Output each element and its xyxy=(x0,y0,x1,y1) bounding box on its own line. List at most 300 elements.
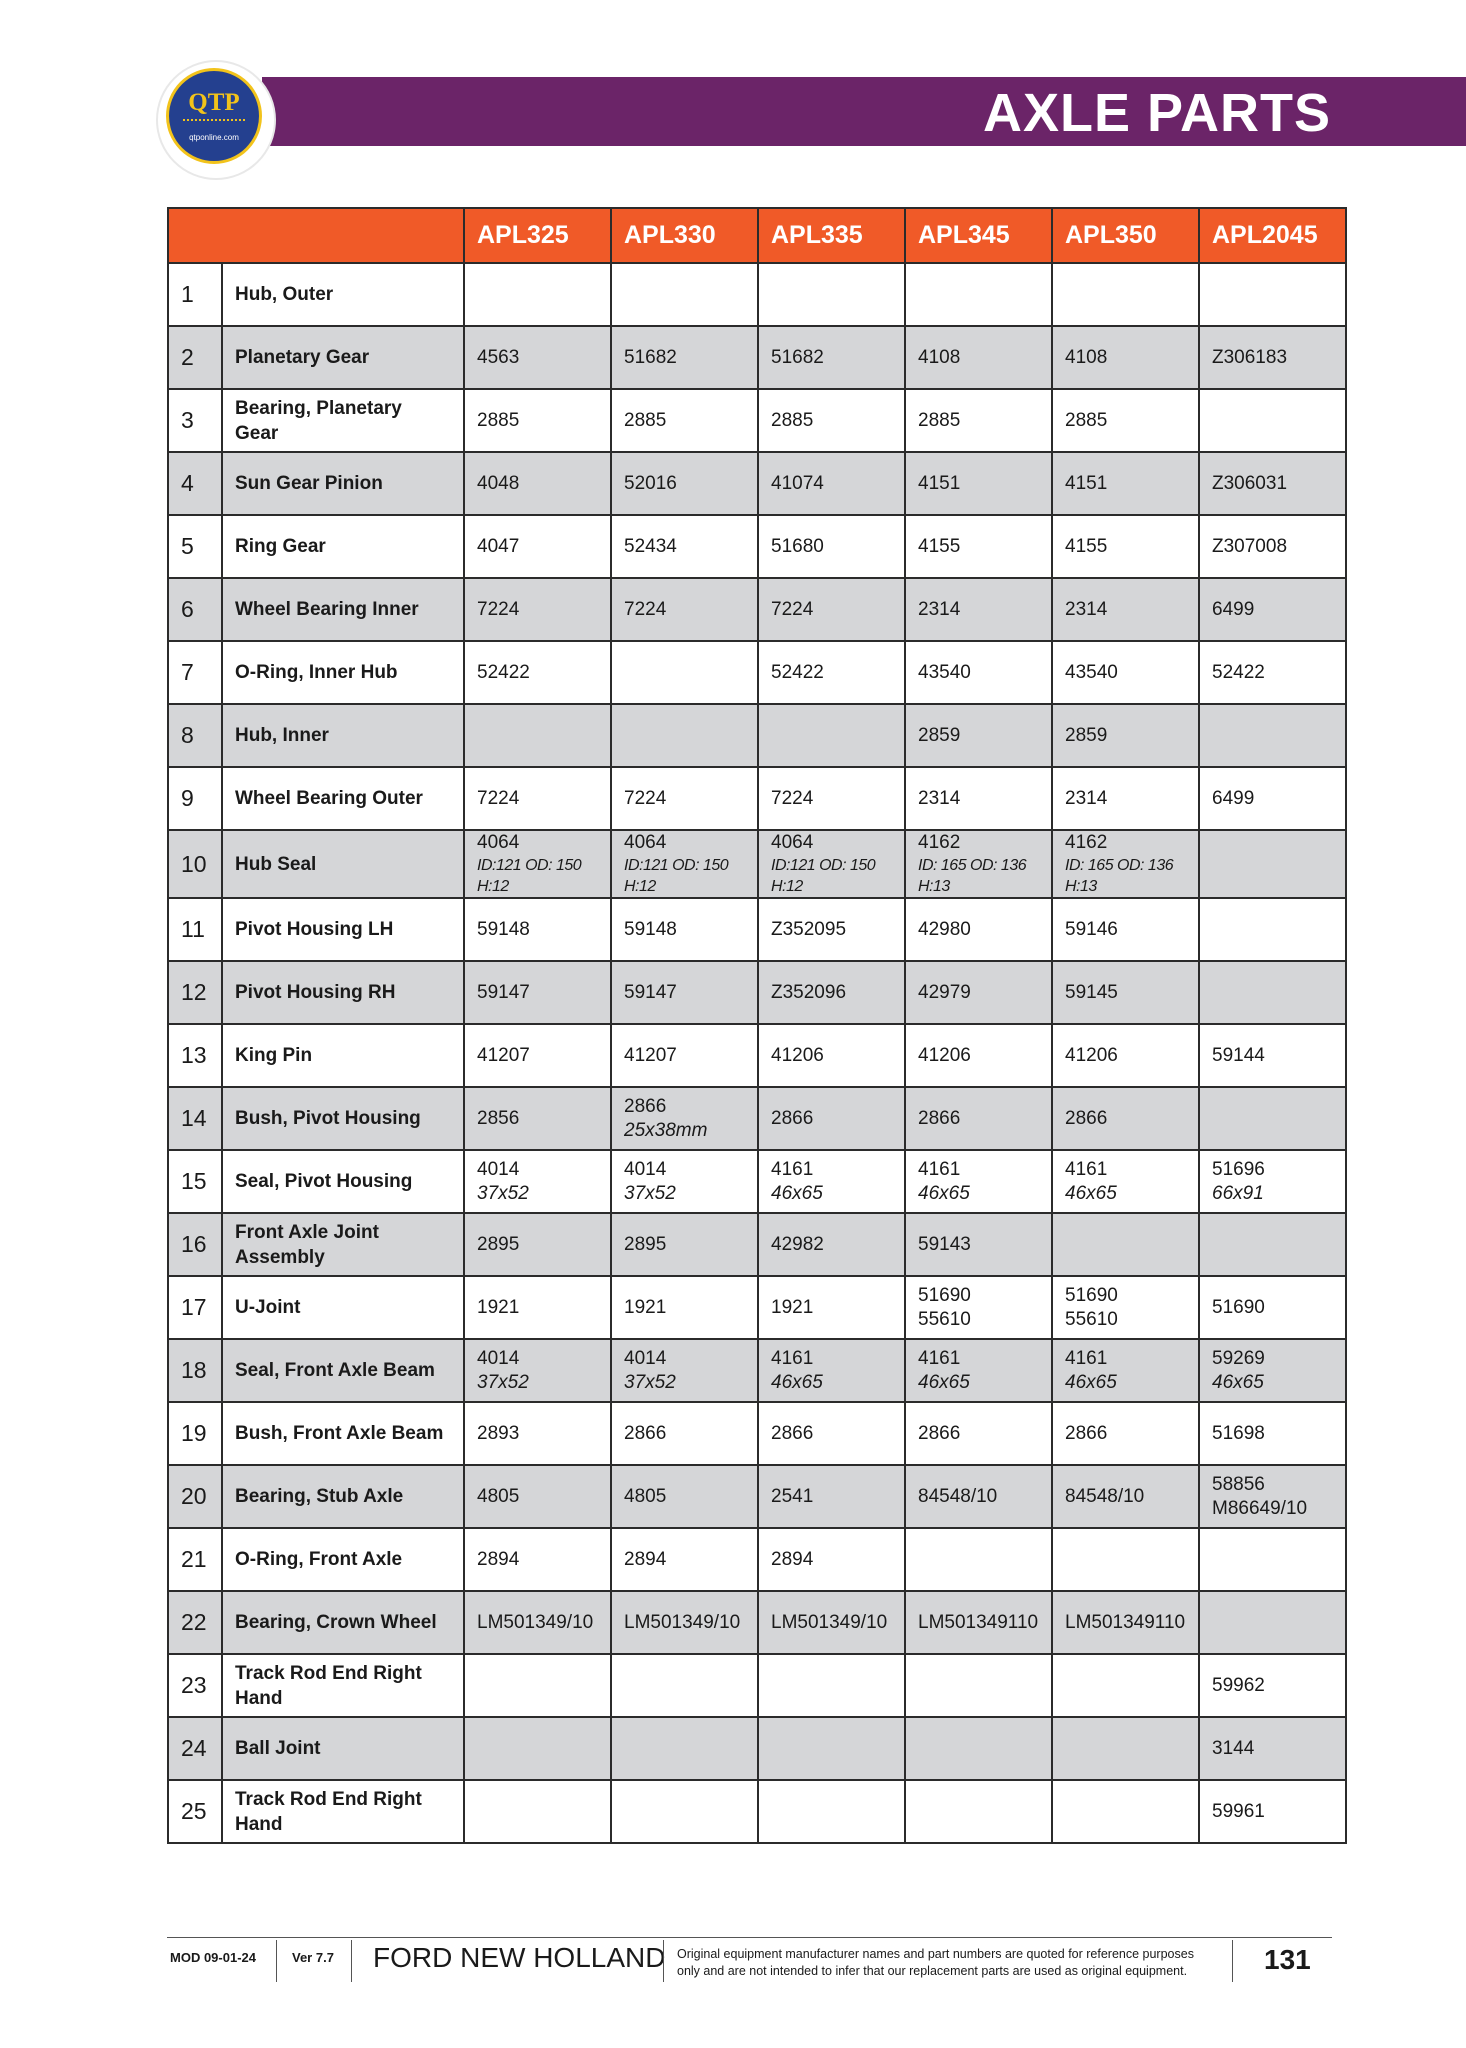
part-number: 4805 xyxy=(624,1485,667,1507)
part-number-cell xyxy=(611,326,758,389)
part-number: Z352095 xyxy=(771,918,847,940)
column-header: APL330 xyxy=(611,208,758,263)
row-number: 21 xyxy=(168,1528,222,1591)
description-line: Planetary Gear xyxy=(235,347,370,368)
part-number-cell xyxy=(611,1591,758,1654)
part-number: 51690 xyxy=(1212,1296,1265,1318)
part-description xyxy=(222,326,464,389)
part-number-cell xyxy=(905,578,1052,641)
description-line: Bush, Pivot Housing xyxy=(235,1108,421,1129)
row-number: 3 xyxy=(168,389,222,452)
part-dimension-note: 46x65 xyxy=(918,1182,970,1204)
part-number-cell xyxy=(1199,830,1346,898)
part-number: 51690 xyxy=(918,1284,971,1306)
part-number-cell xyxy=(758,1591,905,1654)
part-number-cell xyxy=(1199,1717,1346,1780)
part-number: 7224 xyxy=(477,787,520,809)
part-number: LM501349110 xyxy=(918,1611,1039,1633)
part-number-cell xyxy=(1199,326,1346,389)
part-number-cell xyxy=(464,1465,611,1528)
part-number-cell xyxy=(758,515,905,578)
part-number-cell xyxy=(464,1528,611,1591)
part-number: 52422 xyxy=(477,661,530,683)
part-number: 59144 xyxy=(1212,1044,1265,1066)
part-number-cell xyxy=(464,1087,611,1150)
description-line: Assembly xyxy=(235,1246,325,1268)
part-number-cell xyxy=(1199,1528,1346,1591)
part-description xyxy=(222,1276,464,1339)
part-number-cell xyxy=(1199,767,1346,830)
part-number-cell xyxy=(758,452,905,515)
part-number: 41206 xyxy=(771,1044,824,1066)
part-number: 59961 xyxy=(1212,1800,1265,1822)
row-number: 5 xyxy=(168,515,222,578)
part-number-cell xyxy=(1052,1528,1199,1591)
part-dimension-note: 46x65 xyxy=(771,1371,823,1393)
table-row xyxy=(168,263,1346,326)
part-number-cell xyxy=(611,452,758,515)
part-number-cell xyxy=(758,1150,905,1213)
part-number-cell xyxy=(464,1150,611,1213)
part-number: 1921 xyxy=(477,1296,520,1318)
part-number: 4805 xyxy=(477,1485,520,1507)
part-number-cell xyxy=(758,263,905,326)
column-header: APL325 xyxy=(464,208,611,263)
table-row xyxy=(168,1528,1346,1591)
part-description xyxy=(222,1654,464,1717)
part-number-cell xyxy=(464,1402,611,1465)
part-number-cell xyxy=(758,767,905,830)
part-number: 4108 xyxy=(1065,346,1108,368)
part-number: 51682 xyxy=(624,346,677,368)
part-number-cell xyxy=(905,1276,1052,1339)
part-number-cell xyxy=(464,961,611,1024)
description-line: Ball Joint xyxy=(235,1738,321,1759)
part-number-cell xyxy=(1052,1024,1199,1087)
part-number-cell xyxy=(905,1717,1052,1780)
part-number: 4014 xyxy=(624,1347,667,1369)
part-number: 2866 xyxy=(918,1107,961,1129)
table-row xyxy=(168,898,1346,961)
table-row xyxy=(168,704,1346,767)
part-dimension-note: H:12 xyxy=(771,878,803,895)
disclaimer-line: only and are not intended to infer that our replacement parts are used as original equipment. xyxy=(677,1964,1188,1978)
part-dimension-note: ID:121 OD: 150 xyxy=(771,857,876,874)
part-number-cell xyxy=(758,1339,905,1402)
part-dimension-note: 37x52 xyxy=(477,1371,529,1393)
footer-divider xyxy=(1232,1940,1233,1982)
part-number-cell xyxy=(1199,704,1346,767)
part-number: Z306031 xyxy=(1212,472,1288,494)
part-number-cell xyxy=(905,1780,1052,1843)
part-description xyxy=(222,1213,464,1276)
part-number-cell xyxy=(464,1591,611,1654)
part-number-cell xyxy=(464,1024,611,1087)
description-line: Seal, Pivot Housing xyxy=(235,1171,413,1192)
part-number-cell xyxy=(464,1654,611,1717)
table-row xyxy=(168,1276,1346,1339)
part-number: 51690 xyxy=(1065,1284,1118,1306)
part-number-cell xyxy=(905,830,1052,898)
part-number-cell xyxy=(1052,1213,1199,1276)
table-row xyxy=(168,1654,1346,1717)
part-number-cell xyxy=(611,578,758,641)
part-number-cell xyxy=(905,1528,1052,1591)
part-dimension-note: H:12 xyxy=(477,878,509,895)
description-line: Hand xyxy=(235,1813,283,1835)
part-number-cell xyxy=(464,898,611,961)
column-header: APL2045 xyxy=(1199,208,1346,263)
part-number-cell xyxy=(464,1276,611,1339)
part-number-cell xyxy=(1199,263,1346,326)
part-number-cell xyxy=(758,830,905,898)
part-number-cell xyxy=(905,326,1052,389)
part-number: Z306183 xyxy=(1212,346,1288,368)
table-header-row xyxy=(168,208,1346,263)
row-number: 14 xyxy=(168,1087,222,1150)
row-number: 4 xyxy=(168,452,222,515)
part-number: 4161 xyxy=(918,1347,961,1369)
part-number: 4155 xyxy=(918,535,961,557)
part-number: 2866 xyxy=(918,1422,961,1444)
row-number: 19 xyxy=(168,1402,222,1465)
part-number-cell xyxy=(464,515,611,578)
part-number: 41206 xyxy=(1065,1044,1118,1066)
part-number-cell xyxy=(1052,1717,1199,1780)
row-number: 1 xyxy=(168,263,222,326)
part-number: 7224 xyxy=(624,787,667,809)
part-number-cell xyxy=(758,1087,905,1150)
part-number: 4161 xyxy=(918,1158,961,1180)
row-number: 6 xyxy=(168,578,222,641)
part-number: 2866 xyxy=(1065,1107,1108,1129)
part-number-cell xyxy=(1199,452,1346,515)
part-number-cell xyxy=(611,641,758,704)
part-number-cell xyxy=(1052,578,1199,641)
part-number-cell xyxy=(1199,898,1346,961)
part-dimension-note: 46x65 xyxy=(771,1182,823,1204)
row-number: 7 xyxy=(168,641,222,704)
part-number-cell xyxy=(1052,898,1199,961)
part-number: 59148 xyxy=(624,918,677,940)
part-number-cell xyxy=(1052,1465,1199,1528)
part-number-cell xyxy=(1052,452,1199,515)
part-number-cell xyxy=(464,641,611,704)
part-number-cell xyxy=(758,1654,905,1717)
part-number-cell xyxy=(611,263,758,326)
part-number: 2895 xyxy=(477,1233,520,1255)
logo-dots-decoration xyxy=(183,119,245,125)
part-number-cell xyxy=(1052,1276,1199,1339)
description-line: U-Joint xyxy=(235,1297,301,1318)
part-dimension-note: 46x65 xyxy=(1212,1371,1264,1393)
description-line: Wheel Bearing Inner xyxy=(235,599,419,620)
footer-rule xyxy=(167,1937,1332,1938)
part-number-cell xyxy=(1052,830,1199,898)
row-number: 8 xyxy=(168,704,222,767)
part-description xyxy=(222,1591,464,1654)
part-number: 59145 xyxy=(1065,981,1118,1003)
table-row xyxy=(168,830,1346,898)
table-row xyxy=(168,515,1346,578)
part-number: 59269 xyxy=(1212,1347,1265,1369)
part-number-cell xyxy=(905,641,1052,704)
part-number: 2894 xyxy=(477,1548,520,1570)
row-number: 10 xyxy=(168,830,222,898)
part-number-cell xyxy=(464,830,611,898)
part-description xyxy=(222,263,464,326)
part-number: 4162 xyxy=(918,832,961,853)
part-number-cell xyxy=(1199,1654,1346,1717)
description-line: Seal, Front Axle Beam xyxy=(235,1360,435,1381)
part-number-cell xyxy=(905,1213,1052,1276)
part-number-cell xyxy=(758,1402,905,1465)
part-number-cell xyxy=(611,1528,758,1591)
row-number: 16 xyxy=(168,1213,222,1276)
part-number-cell xyxy=(1052,389,1199,452)
description-line: Ring Gear xyxy=(235,536,326,557)
part-number: 59143 xyxy=(918,1233,971,1255)
part-number-cell xyxy=(611,1087,758,1150)
part-number: 4563 xyxy=(477,346,520,368)
part-number: 4162 xyxy=(1065,832,1108,853)
part-number: Z352096 xyxy=(771,981,847,1003)
part-description xyxy=(222,1528,464,1591)
part-number-cell xyxy=(464,767,611,830)
description-line: King Pin xyxy=(235,1045,313,1066)
part-number-cell xyxy=(464,1717,611,1780)
part-dimension-note: 66x91 xyxy=(1212,1182,1264,1204)
table-row xyxy=(168,1591,1346,1654)
part-number: 55610 xyxy=(1065,1308,1118,1330)
part-number-cell xyxy=(905,1024,1052,1087)
description-line: Front Axle Joint xyxy=(235,1221,379,1243)
part-number: 4014 xyxy=(477,1158,520,1180)
part-number: 59962 xyxy=(1212,1674,1265,1696)
part-number: 41207 xyxy=(477,1044,530,1066)
description-line: Hub, Inner xyxy=(235,725,329,746)
part-number-cell xyxy=(464,1780,611,1843)
part-number: 52434 xyxy=(624,535,677,557)
part-description xyxy=(222,452,464,515)
part-number: 2314 xyxy=(1065,787,1108,809)
part-description xyxy=(222,641,464,704)
part-number: 51696 xyxy=(1212,1158,1265,1180)
column-header: APL345 xyxy=(905,208,1052,263)
footer-divider xyxy=(663,1940,664,1982)
table-body xyxy=(168,263,1346,1843)
table-row xyxy=(168,1024,1346,1087)
part-description xyxy=(222,1717,464,1780)
footer-divider xyxy=(351,1940,352,1982)
part-number-cell xyxy=(611,1717,758,1780)
part-dimension-note: ID: 165 OD: 136 xyxy=(1065,857,1174,874)
page-number: 131 xyxy=(1264,1944,1311,1975)
part-number-cell xyxy=(611,1654,758,1717)
part-dimension-note: H:12 xyxy=(624,878,656,895)
part-number-cell xyxy=(1052,1591,1199,1654)
qtp-logo xyxy=(166,68,262,164)
part-number: 42982 xyxy=(771,1233,824,1255)
part-number-cell xyxy=(905,452,1052,515)
row-number: 11 xyxy=(168,898,222,961)
part-number-cell xyxy=(1199,515,1346,578)
row-number: 17 xyxy=(168,1276,222,1339)
part-number: 2893 xyxy=(477,1422,520,1444)
part-number: 2885 xyxy=(477,409,520,431)
description-line: Bearing, Crown Wheel xyxy=(235,1612,437,1633)
description-line: Hub Seal xyxy=(235,853,317,875)
part-dimension-note: ID: 165 OD: 136 xyxy=(918,857,1027,874)
table-row xyxy=(168,578,1346,641)
part-number-cell xyxy=(758,704,905,767)
part-number: 4064 xyxy=(771,832,814,853)
part-number: 4108 xyxy=(918,346,961,368)
footer-version: Ver 7.7 xyxy=(292,1950,334,1965)
part-number-cell xyxy=(611,1402,758,1465)
part-number-cell xyxy=(1199,1087,1346,1150)
description-line: Hand xyxy=(235,1687,283,1709)
part-number: 59148 xyxy=(477,918,530,940)
part-number-cell xyxy=(1052,767,1199,830)
row-number: 2 xyxy=(168,326,222,389)
part-number: 2541 xyxy=(771,1485,814,1507)
part-dimension-note: ID:121 OD: 150 xyxy=(477,857,582,874)
part-number-cell xyxy=(1052,1339,1199,1402)
part-number-cell xyxy=(1199,1150,1346,1213)
part-number-cell xyxy=(1199,1591,1346,1654)
part-number: 4155 xyxy=(1065,535,1108,557)
part-number-cell xyxy=(611,1465,758,1528)
part-number: 2314 xyxy=(1065,598,1108,620)
part-number-cell xyxy=(758,898,905,961)
part-number-cell xyxy=(464,704,611,767)
part-number: 4048 xyxy=(477,472,520,494)
part-description xyxy=(222,1402,464,1465)
part-number-cell xyxy=(758,1465,905,1528)
part-number-cell xyxy=(611,1213,758,1276)
part-number-cell xyxy=(464,389,611,452)
part-number: 42979 xyxy=(918,981,971,1003)
part-number-cell xyxy=(1199,1024,1346,1087)
part-number-cell xyxy=(905,704,1052,767)
part-number-cell xyxy=(758,1717,905,1780)
part-number-cell xyxy=(1052,1150,1199,1213)
row-number: 22 xyxy=(168,1591,222,1654)
part-number-cell xyxy=(1052,961,1199,1024)
part-number: 43540 xyxy=(1065,661,1118,683)
part-number-cell xyxy=(905,263,1052,326)
part-number-cell xyxy=(758,1024,905,1087)
part-number-cell xyxy=(1052,1402,1199,1465)
part-number-cell xyxy=(905,1402,1052,1465)
part-dimension-note: 37x52 xyxy=(624,1182,676,1204)
part-number: 1921 xyxy=(771,1296,814,1318)
part-number-cell xyxy=(758,326,905,389)
part-description xyxy=(222,898,464,961)
part-number-cell xyxy=(611,1780,758,1843)
part-number-cell xyxy=(905,898,1052,961)
part-number-cell xyxy=(758,389,905,452)
description-line: Track Rod End Right xyxy=(235,1788,422,1810)
part-number-cell xyxy=(1199,1276,1346,1339)
part-number: 2866 xyxy=(1065,1422,1108,1444)
table-row xyxy=(168,452,1346,515)
description-line: Gear xyxy=(235,422,279,444)
description-line: O-Ring, Front Axle xyxy=(235,1549,403,1570)
table-row xyxy=(168,1780,1346,1843)
description-line: Track Rod End Right xyxy=(235,1662,422,1684)
part-number: 52016 xyxy=(624,472,677,494)
part-number-cell xyxy=(1199,1339,1346,1402)
part-number-cell xyxy=(1199,1780,1346,1843)
part-number-cell xyxy=(905,1087,1052,1150)
part-number: 55610 xyxy=(918,1308,971,1330)
part-number: 58856 xyxy=(1212,1473,1265,1495)
part-number: 7224 xyxy=(771,787,814,809)
part-number-cell xyxy=(1052,1654,1199,1717)
part-number: 2866 xyxy=(771,1107,814,1129)
part-description xyxy=(222,961,464,1024)
table-row xyxy=(168,326,1346,389)
part-number-cell xyxy=(1052,704,1199,767)
part-number: 2859 xyxy=(1065,724,1108,746)
part-number-cell xyxy=(611,961,758,1024)
part-number: LM501349/10 xyxy=(477,1611,594,1633)
header-blank-cell xyxy=(168,208,464,263)
part-number: 51680 xyxy=(771,535,824,557)
part-number: 43540 xyxy=(918,661,971,683)
part-description xyxy=(222,1339,464,1402)
part-number: 4047 xyxy=(477,535,520,557)
part-number: 2885 xyxy=(771,409,814,431)
description-line: O-Ring, Inner Hub xyxy=(235,662,398,683)
part-number: 2885 xyxy=(918,409,961,431)
table-row xyxy=(168,1402,1346,1465)
table-row xyxy=(168,1465,1346,1528)
part-number-cell xyxy=(464,1213,611,1276)
part-number: 42980 xyxy=(918,918,971,940)
row-number: 25 xyxy=(168,1780,222,1843)
part-number-cell xyxy=(758,1276,905,1339)
part-number: 1921 xyxy=(624,1296,667,1318)
part-number: 2894 xyxy=(624,1548,667,1570)
part-number: 59147 xyxy=(477,981,530,1003)
row-number: 23 xyxy=(168,1654,222,1717)
footer-disclaimer xyxy=(677,1946,1237,1988)
part-number: 2856 xyxy=(477,1107,520,1129)
description-line: Sun Gear Pinion xyxy=(235,473,383,494)
part-description xyxy=(222,1024,464,1087)
part-number-cell xyxy=(611,389,758,452)
part-number-cell xyxy=(611,767,758,830)
part-number: Z307008 xyxy=(1212,535,1288,557)
part-number-cell xyxy=(1199,961,1346,1024)
part-number-cell xyxy=(1199,389,1346,452)
part-number: 6499 xyxy=(1212,787,1255,809)
table-row xyxy=(168,961,1346,1024)
part-number: 4151 xyxy=(918,472,961,494)
part-number-cell xyxy=(758,1528,905,1591)
axle-parts-table xyxy=(167,207,1347,1844)
part-number-cell xyxy=(905,1150,1052,1213)
part-number: 7224 xyxy=(771,598,814,620)
part-number: 41074 xyxy=(771,472,824,494)
part-number-cell xyxy=(758,641,905,704)
part-number-cell xyxy=(1199,1213,1346,1276)
part-number: 84548/10 xyxy=(1065,1485,1145,1507)
table-row xyxy=(168,1213,1346,1276)
